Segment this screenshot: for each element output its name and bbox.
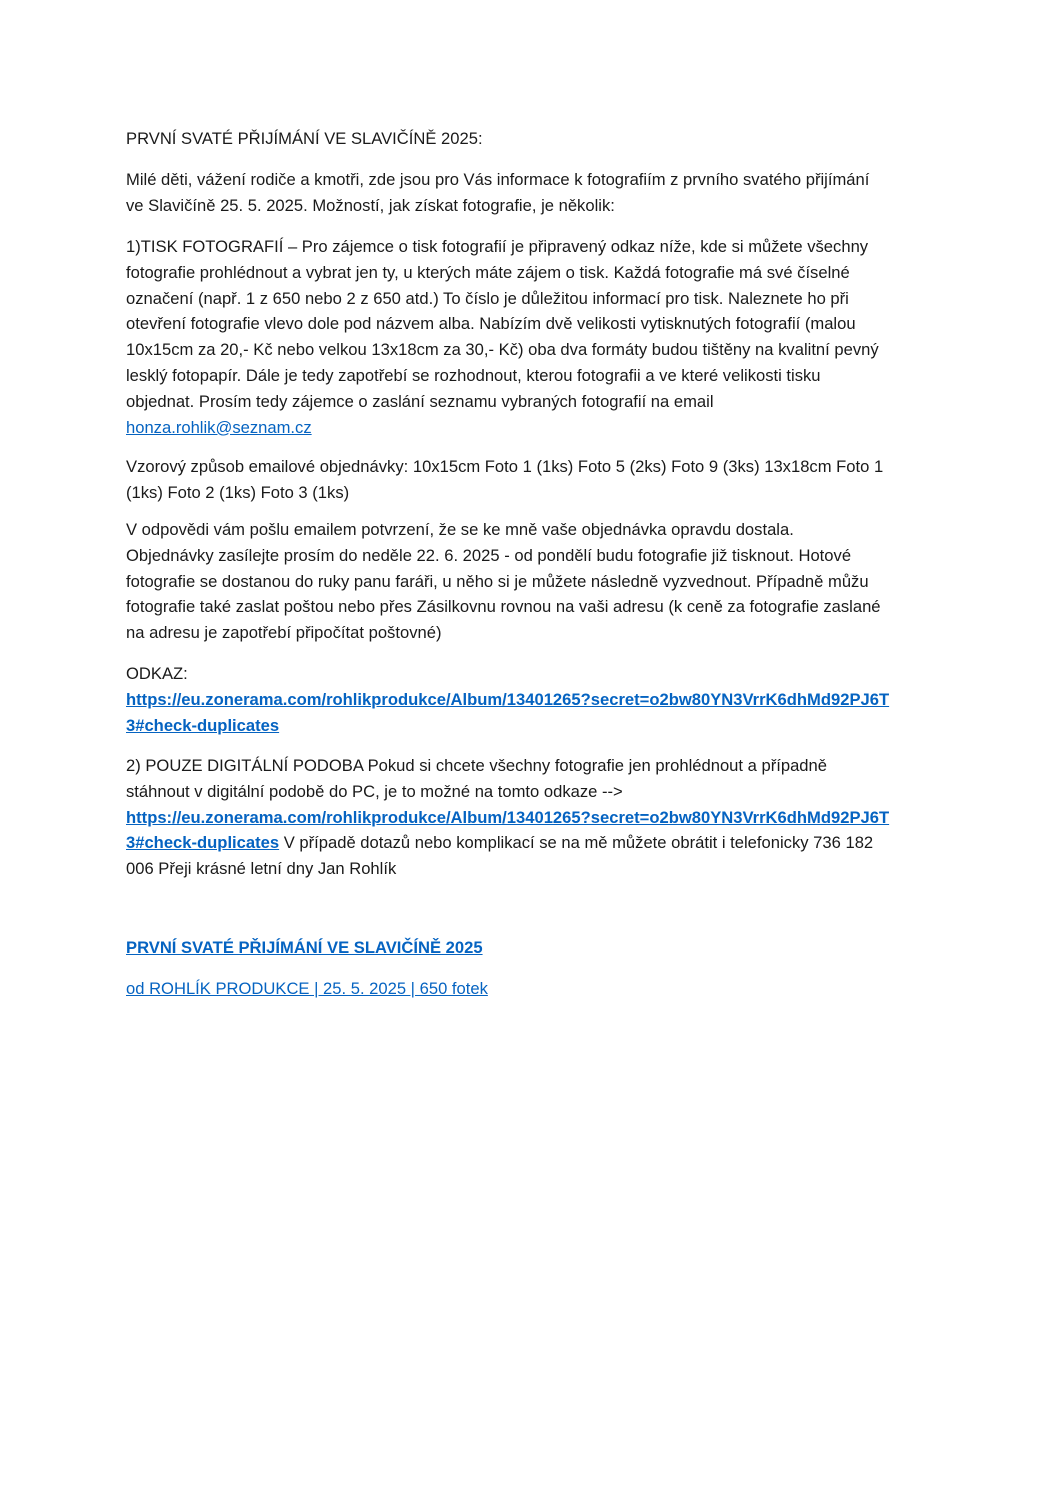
confirmation-line: na adresu je zapotřebí připočítat poštovné) bbox=[126, 623, 442, 643]
print-line: fotografie prohlédnout a vybrat jen ty, u kterých máte zájem o tisk. Každá fotografie má své číselné bbox=[126, 262, 850, 282]
contact-text: V případě dotazů nebo komplikací se na mě můžete obrátit i telefonicky 736 182 bbox=[279, 833, 874, 853]
greeting-line: ve Slavičíně 25. 5. 2025. Možností, jak získat fotografie, je několik: bbox=[126, 195, 615, 215]
print-line: 10x15cm za 20,- Kč nebo velkou 13x18cm za 30,- Kč) oba dva formáty budou tištěny na kvalitní pevný bbox=[126, 340, 879, 360]
email-link[interactable]: honza.rohlik@seznam.cz bbox=[126, 417, 312, 437]
example-order-paragraph bbox=[126, 454, 946, 506]
print-line: označení (např. 1 z 650 nebo 2 z 650 atd.) To číslo je důležitou informací pro tisk. Naleznete ho při bbox=[126, 288, 849, 308]
album-meta-paragraph bbox=[126, 976, 946, 1002]
print-line: otevření fotografie vlevo dole pod názvem alba. Nabízím dvě velikosti vytisknutých fotografií (malou bbox=[126, 314, 856, 334]
greeting-line: Milé děti, vážení rodiče a kmotři, zde jsou pro Vás informace k fotografiím z prvního svatého přijímání bbox=[126, 170, 870, 189]
digital-url-link[interactable]: https://eu.zonerama.com/rohlikprodukce/Album/13401265?secret=o2bw80YN3VrrK6dhMd92PJ6T bbox=[126, 807, 890, 827]
page-heading bbox=[126, 126, 946, 152]
link-label: ODKAZ: bbox=[126, 664, 188, 683]
confirmation-line: fotografie také zaslat poštou nebo přes Zásilkovnu rovnou na vaši adresu (k ceně za fotografie zaslané bbox=[126, 597, 881, 617]
confirmation-paragraph bbox=[126, 517, 946, 646]
album-url-link[interactable]: https://eu.zonerama.com/rohlikprodukce/Album/13401265?secret=o2bw80YN3VrrK6dhMd92PJ6T bbox=[126, 689, 890, 709]
confirmation-line: V odpovědi vám pošlu emailem potvrzení, že se ke mně vaše objednávka opravdu dostala. bbox=[126, 520, 794, 539]
example-order-line: Vzorový způsob emailové objednávky: 10x15cm Foto 1 (1ks) Foto 5 (2ks) Foto 9 (3ks) 13x18cm Foto 1 bbox=[126, 457, 884, 476]
heading-text: PRVNÍ SVATÉ PŘIJÍMÁNÍ VE SLAVIČÍNĚ 2025: bbox=[126, 129, 483, 148]
example-order-line: (1ks) Foto 2 (1ks) Foto 3 (1ks) bbox=[126, 482, 350, 502]
digital-section-paragraph bbox=[126, 753, 946, 882]
print-line: lesklý fotopapír. Dále je tedy zapotřebí se rozhodnout, kterou fotografii a ve které velikosti tisku bbox=[126, 365, 821, 385]
confirmation-line: Objednávky zasílejte prosím do neděle 22. 6. 2025 - od pondělí budu fotografie již tisknout. Hotové bbox=[126, 545, 852, 565]
album-meta-link[interactable]: od ROHLÍK PRODUKCE | 25. 5. 2025 | 650 fotek bbox=[126, 979, 488, 998]
confirmation-line: fotografie se dostanou do ruky panu faráři, u něho si je můžete následně vyzvednout. Případně můžu bbox=[126, 571, 869, 591]
digital-line: stáhnout v digitální podobě do PC, je to možné na tomto odkaze --> bbox=[126, 781, 623, 801]
digital-line: 2) POUZE DIGITÁLNÍ PODOBA Pokud si chcete všechny fotografie jen prohlédnout a případně bbox=[126, 756, 827, 775]
album-url-link-continued[interactable]: 3#check-duplicates bbox=[126, 715, 280, 735]
closing-line: 006 Přeji krásné letní dny Jan Rohlík bbox=[126, 859, 397, 879]
digital-url-link-continued[interactable]: 3#check-duplicates bbox=[126, 833, 280, 853]
print-line: objednat. Prosím tedy zájemce o zaslání seznamu vybraných fotografií na email bbox=[126, 391, 714, 411]
album-title-paragraph bbox=[126, 935, 946, 961]
link-paragraph bbox=[126, 661, 946, 738]
print-line: 1)TISK FOTOGRAFIÍ – Pro zájemce o tisk fotografií je připravený odkaz níže, kde si můžete všechny bbox=[126, 237, 869, 256]
greeting-paragraph bbox=[126, 167, 946, 219]
print-section-paragraph bbox=[126, 234, 946, 440]
album-title-link[interactable]: PRVNÍ SVATÉ PŘIJÍMÁNÍ VE SLAVIČÍNĚ 2025 bbox=[126, 938, 483, 957]
